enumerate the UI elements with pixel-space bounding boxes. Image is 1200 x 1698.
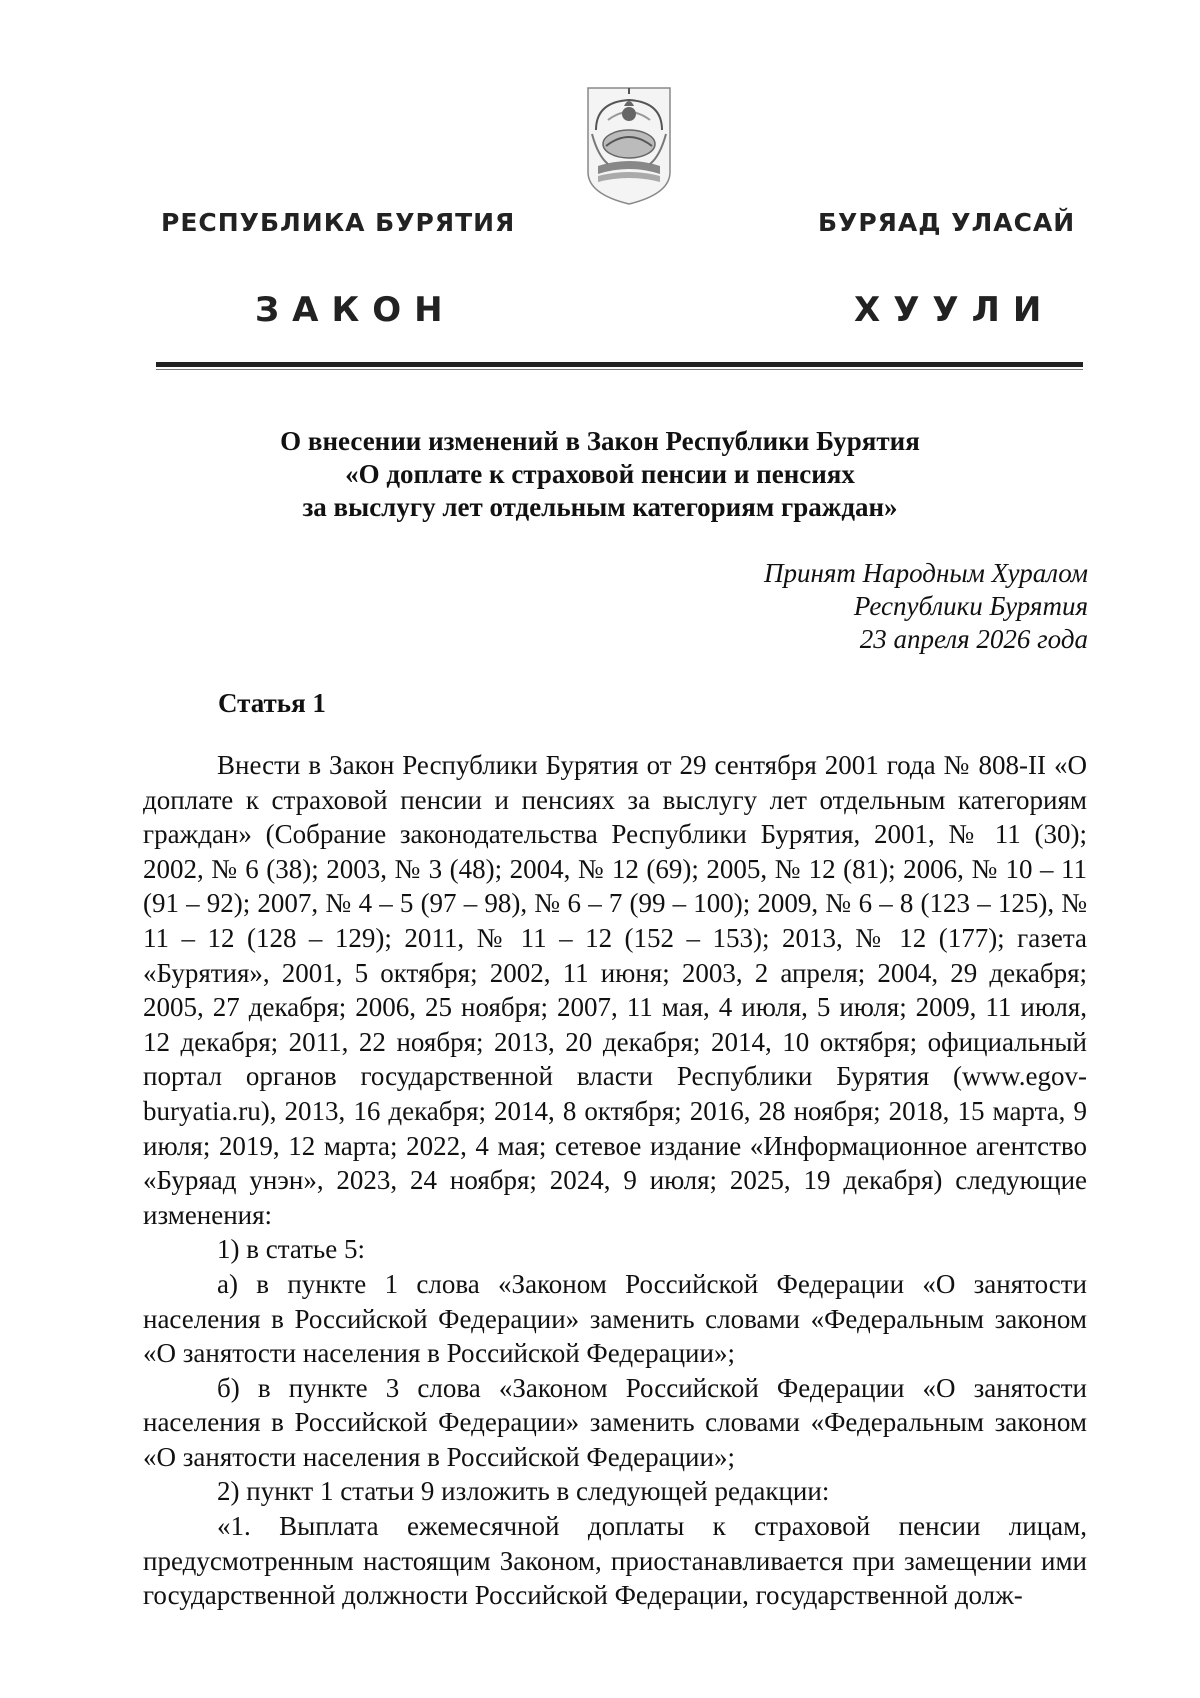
body-paragraph: а) в пункте 1 слова «Законом Российской Федерации «О занятости населения в Российской Федерации» заменить словами «Федеральным законом «О занятости населения в Российской Федерации»;: [143, 1268, 1087, 1369]
body-paragraph: 2) пункт 1 статьи 9 изложить в следующей редакции:: [217, 1476, 830, 1507]
law-title-line: О внесении изменений в Закон Республики Бурятия: [280, 426, 920, 456]
article-heading: Статья 1: [218, 688, 326, 718]
header-divider: [156, 362, 1083, 367]
law-title-line: «О доплате к страховой пенсии и пенсиях: [345, 459, 855, 489]
law-title: [150, 425, 1050, 524]
header-divider-thin: [156, 369, 1083, 370]
body-paragraph: Внести в Закон Республики Бурятия от 29 сентября 2001 года № 808-II «О доплате к страховой пенсии и пенсиях за выслугу лет отдельным категориям граждан» (Собрание законодательства Республики Бурятия, 2001, № 11 (30); 2002, № 6 (38); 2003, № 3 (48); 2004, № 12 (69); 2005, № 12 (81); 2006, № 10 – 11 (91 – 92); 2007, № 4 – 5 (97 – 98), № 6 – 7 (99 – 100); 2009, № 6 – 8 (123 – 125), № 11 – 12 (128 – 129); 2011, № 11 – 12 (152 – 153); 2013, № 12 (177); газета «Бурятия», 2001, 5 октября; 2002, 11 июня; 2003, 2 апреля; 2004, 29 декабря; 2005, 27 декабря; 2006, 25 ноября; 2007, 11 мая, 4 июля, 5 июля; 2009, 11 июля, 12 декабря; 2011, 22 ноября; 2013, 20 декабря; 2014, 10 октября; официальный портал органов государственной власти Республики Бурятия (www.egov-buryatia.ru), 2013, 16 декабря; 2014, 8 октября; 2016, 28 ноября; 2018, 15 марта, 9 июля; 2019, 12 марта; 2022, 4 мая; сетевое издание «Информационное агентство «Буряад унэн», 2023, 24 ноября; 2024, 9 июля; 2025, 19 декабря) следующие изменения:: [143, 750, 1087, 1230]
adoption-line: Принят Народным Хуралом: [763, 558, 1088, 588]
article-body: [143, 748, 1087, 1613]
law-title-line: за выслугу лет отдельным категориям граждан»: [302, 492, 898, 522]
adoption-date: 23 апреля 2026 года: [859, 624, 1088, 654]
law-label-ru: ЗАКОН: [255, 290, 456, 330]
republic-name-bua: БУРЯАД УЛАСАЙ: [818, 208, 1076, 237]
adoption-line: Республики Бурятия: [853, 591, 1088, 621]
body-paragraph: 1) в статье 5:: [217, 1234, 365, 1265]
republic-name-ru: РЕСПУБЛИКА БУРЯТИЯ: [161, 208, 516, 237]
coat-of-arms-icon: [584, 84, 674, 206]
law-label-bua: ХУУЛИ: [854, 290, 1055, 330]
adoption-note: [764, 557, 1088, 656]
body-paragraph: «1. Выплата ежемесячной доплаты к страховой пенсии лицам, предусмотренным настоящим Законом, приостанавливается при замещении ими государственной должности Российской Федерации, государственной долж-: [143, 1511, 1087, 1611]
body-paragraph: б) в пункте 3 слова «Законом Российской Федерации «О занятости населения в Российской Федерации» заменить словами «Федеральным законом «О занятости населения в Российской Федерации»;: [143, 1372, 1087, 1472]
